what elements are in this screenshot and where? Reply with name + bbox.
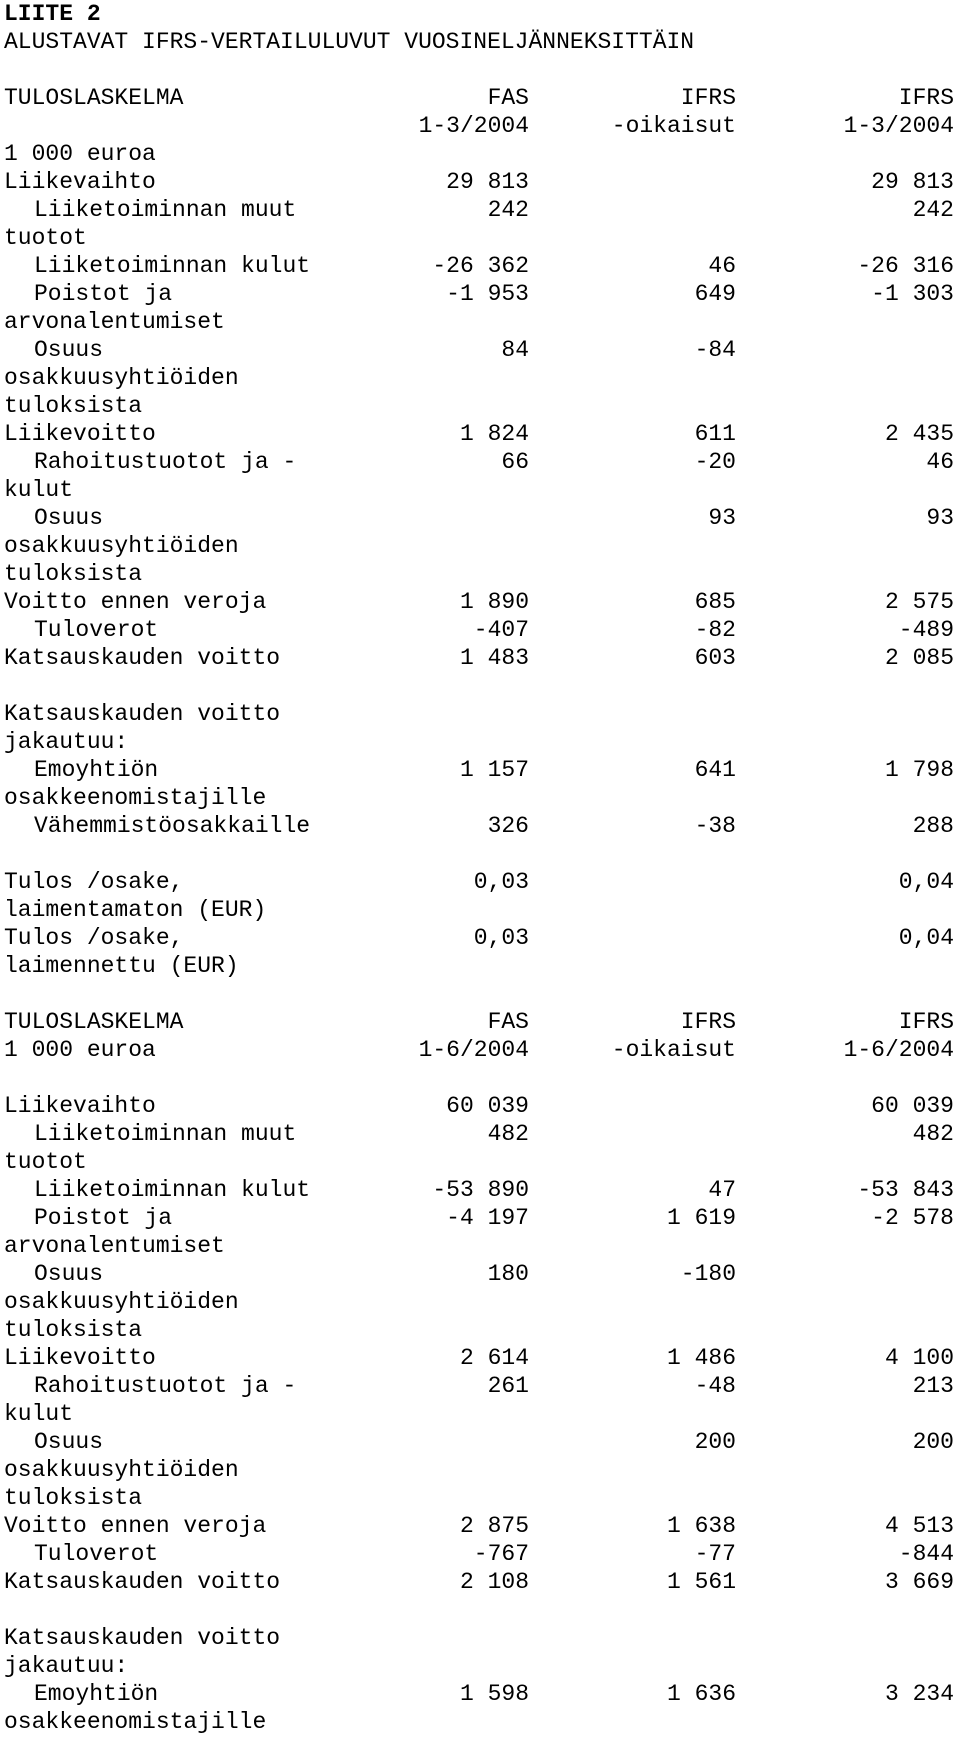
- value-ifrs-adjustment: 47: [708, 1177, 736, 1203]
- value-ifrs: -2 578: [871, 1205, 954, 1231]
- value-fas: 1 890: [459, 589, 529, 615]
- row-label: Katsauskauden voitto: [4, 701, 281, 727]
- row-label: Osuus: [34, 1429, 104, 1455]
- row-line: [4, 1204, 954, 1232]
- value-fas: -767: [473, 1541, 529, 1567]
- row-line: [4, 812, 954, 840]
- row-continuation-line: [4, 476, 954, 504]
- row-continuation-line: [4, 1316, 954, 1344]
- table-row: [4, 1204, 954, 1260]
- row-continuation-line: [4, 1708, 954, 1736]
- value-ifrs-adjustment: 46: [708, 253, 736, 279]
- row-label: Rahoitustuotot ja -: [34, 1373, 297, 1399]
- row-label: Liikevaihto: [4, 169, 156, 195]
- value-ifrs: -489: [898, 617, 954, 643]
- blank-line: [4, 56, 954, 84]
- period-fas: 1-3/2004: [418, 113, 529, 139]
- row-label: kulut: [4, 1401, 74, 1427]
- table-row: [4, 1372, 954, 1428]
- value-ifrs: 3 234: [884, 1681, 954, 1707]
- value-fas: 2 875: [459, 1513, 529, 1539]
- value-fas: 66: [501, 449, 529, 475]
- value-ifrs: 2 575: [884, 589, 954, 615]
- value-ifrs-adjustment: 1 619: [666, 1205, 736, 1231]
- table-row: [4, 448, 954, 504]
- value-fas: 60 039: [446, 1093, 529, 1119]
- value-fas: 242: [487, 197, 529, 223]
- row-label: Voitto ennen veroja: [4, 589, 267, 615]
- value-fas: -1 953: [446, 281, 529, 307]
- row-label: tuotot: [4, 225, 87, 251]
- row-label: Liiketoiminnan muut: [34, 1121, 297, 1147]
- table-row: [4, 1512, 954, 1540]
- value-ifrs: 200: [912, 1429, 954, 1455]
- row-continuation-line: [4, 364, 954, 392]
- period-ifrs: 1-6/2004: [843, 1037, 954, 1063]
- table-row: [4, 644, 954, 672]
- row-line: [4, 1120, 954, 1148]
- row-label: laimennettu (EUR): [4, 953, 239, 979]
- period-ifrs-adjustments: -oikaisut: [611, 1037, 736, 1063]
- table-row: [4, 1176, 954, 1204]
- column-header-ifrs-adjustments: IFRS: [680, 1009, 736, 1035]
- row-line: [4, 1344, 954, 1372]
- row-line: [4, 448, 954, 476]
- row-line: [4, 1624, 954, 1652]
- value-fas: 261: [487, 1373, 529, 1399]
- value-fas: 29 813: [446, 169, 529, 195]
- row-label: jakautuu:: [4, 1653, 129, 1679]
- row-label: Poistot ja: [34, 281, 173, 307]
- value-ifrs: 93: [926, 505, 954, 531]
- value-ifrs-adjustment: 93: [708, 505, 736, 531]
- table-row: [4, 588, 954, 616]
- row-line: [4, 924, 954, 952]
- row-label: osakkeenomistajille: [4, 1709, 267, 1735]
- column-header-ifrs: IFRS: [898, 85, 954, 111]
- value-ifrs: 29 813: [871, 169, 954, 195]
- row-label: Emoyhtiön: [34, 757, 159, 783]
- row-line: [4, 1176, 954, 1204]
- period-fas: 1-6/2004: [418, 1037, 529, 1063]
- row-continuation-line: [4, 952, 954, 980]
- value-fas: 1 483: [459, 645, 529, 671]
- row-line: [4, 588, 954, 616]
- blank-line: [4, 1064, 954, 1092]
- table-body: [4, 168, 954, 980]
- value-fas: 1 157: [459, 757, 529, 783]
- row-label: Rahoitustuotot ja -: [34, 449, 297, 475]
- table-body: [4, 1064, 954, 1736]
- row-line: [4, 280, 954, 308]
- table-period-row: [4, 1036, 954, 1064]
- row-label: jakautuu:: [4, 729, 129, 755]
- table-row: [4, 1624, 954, 1680]
- row-label: arvonalentumiset: [4, 1233, 225, 1259]
- table-row: [4, 196, 954, 252]
- statement-title: TULOSLASKELMA: [4, 1009, 184, 1035]
- value-fas: 1 824: [459, 421, 529, 447]
- value-fas: -407: [473, 617, 529, 643]
- column-header-ifrs: IFRS: [898, 1009, 954, 1035]
- table-header-row: [4, 1008, 954, 1036]
- row-continuation-line: [4, 392, 954, 420]
- value-ifrs: -26 316: [857, 253, 954, 279]
- column-header-ifrs-adjustments: IFRS: [680, 85, 736, 111]
- row-line: [4, 756, 954, 784]
- row-line: [4, 1512, 954, 1540]
- value-ifrs-adjustment: -77: [694, 1541, 736, 1567]
- row-label: osakkuusyhtiöiden: [4, 533, 239, 559]
- row-continuation-line: [4, 1456, 954, 1484]
- value-ifrs-adjustment: 641: [694, 757, 736, 783]
- row-line: [4, 1260, 954, 1288]
- row-label: kulut: [4, 477, 74, 503]
- row-label: Liikevoitto: [4, 421, 156, 447]
- period-ifrs-adjustments: -oikaisut: [611, 113, 736, 139]
- table-row: [4, 336, 954, 420]
- value-fas: 2 108: [459, 1569, 529, 1595]
- unit-label: 1 000 euroa: [4, 1037, 156, 1063]
- row-label: laimentamaton (EUR): [4, 897, 267, 923]
- column-header-fas: FAS: [487, 1009, 529, 1035]
- row-label: Katsauskauden voitto: [4, 1625, 281, 1651]
- value-ifrs: 288: [912, 813, 954, 839]
- row-label: tuloksista: [4, 1317, 143, 1343]
- row-line: [4, 168, 954, 196]
- value-fas: 0,03: [473, 869, 529, 895]
- value-fas: 2 614: [459, 1345, 529, 1371]
- value-fas: 1 598: [459, 1681, 529, 1707]
- value-ifrs-adjustment: -48: [694, 1373, 736, 1399]
- income-statement-q1: [4, 84, 954, 980]
- table-row: [4, 616, 954, 644]
- period-ifrs: 1-3/2004: [843, 113, 954, 139]
- row-continuation-line: [4, 728, 954, 756]
- value-ifrs-adjustment: 200: [694, 1429, 736, 1455]
- row-label: Katsauskauden voitto: [4, 645, 281, 671]
- value-ifrs-adjustment: -82: [694, 617, 736, 643]
- row-label: Osuus: [34, 505, 104, 531]
- row-line: [4, 196, 954, 224]
- value-fas: 326: [487, 813, 529, 839]
- row-line: [4, 504, 954, 532]
- row-line: [4, 252, 954, 280]
- value-ifrs-adjustment: -180: [680, 1261, 736, 1287]
- row-line: [4, 644, 954, 672]
- value-ifrs-adjustment: 685: [694, 589, 736, 615]
- value-ifrs-adjustment: -84: [694, 337, 736, 363]
- row-label: Liiketoiminnan kulut: [34, 1177, 311, 1203]
- row-label: tuotot: [4, 1149, 87, 1175]
- value-ifrs-adjustment: 1 486: [666, 1345, 736, 1371]
- table-row: [4, 756, 954, 812]
- value-ifrs-adjustment: -20: [694, 449, 736, 475]
- row-label: osakkuusyhtiöiden: [4, 1289, 239, 1315]
- table-period-row: [4, 112, 954, 140]
- value-ifrs: 2 085: [884, 645, 954, 671]
- row-line: [4, 1680, 954, 1708]
- value-ifrs-adjustment: 1 638: [666, 1513, 736, 1539]
- row-line: [4, 616, 954, 644]
- row-label: Katsauskauden voitto: [4, 1569, 281, 1595]
- row-line: [4, 1540, 954, 1568]
- row-label: Tulos /osake,: [4, 869, 184, 895]
- table-row: [4, 700, 954, 756]
- table-row: [4, 280, 954, 336]
- value-fas: 84: [501, 337, 529, 363]
- value-ifrs: -844: [898, 1541, 954, 1567]
- row-continuation-line: [4, 308, 954, 336]
- row-label: tuloksista: [4, 561, 143, 587]
- document-subtitle: ALUSTAVAT IFRS-VERTAILULUVUT VUOSINELJÄNNEKSITTÄIN: [4, 29, 695, 55]
- value-fas: -4 197: [446, 1205, 529, 1231]
- value-ifrs: 2 435: [884, 421, 954, 447]
- value-ifrs: 4 100: [884, 1345, 954, 1371]
- row-label: osakkeenomistajille: [4, 785, 267, 811]
- row-label: Liiketoiminnan muut: [34, 197, 297, 223]
- table-row: [4, 812, 954, 840]
- row-label: Tulos /osake,: [4, 925, 184, 951]
- blank-line: [4, 980, 954, 1008]
- value-fas: 0,03: [473, 925, 529, 951]
- table-row: [4, 252, 954, 280]
- row-continuation-line: [4, 1148, 954, 1176]
- row-line: [4, 1372, 954, 1400]
- value-ifrs: 482: [912, 1121, 954, 1147]
- row-label: Osuus: [34, 1261, 104, 1287]
- value-ifrs: 0,04: [898, 869, 954, 895]
- table-row: [4, 1568, 954, 1596]
- column-header-fas: FAS: [487, 85, 529, 111]
- row-continuation-line: [4, 1400, 954, 1428]
- table-row: [4, 504, 954, 588]
- row-line: [4, 420, 954, 448]
- row-continuation-line: [4, 532, 954, 560]
- table-row: [4, 1120, 954, 1176]
- document-page: [4, 0, 954, 1736]
- table-row: [4, 1260, 954, 1344]
- row-label: Liikevaihto: [4, 1093, 156, 1119]
- table-row: [4, 1428, 954, 1512]
- row-line: [4, 700, 954, 728]
- row-line: [4, 336, 954, 364]
- value-ifrs-adjustment: 1 636: [666, 1681, 736, 1707]
- statement-title: TULOSLASKELMA: [4, 85, 184, 111]
- value-ifrs: 60 039: [871, 1093, 954, 1119]
- blank-line: [4, 840, 954, 868]
- row-continuation-line: [4, 1232, 954, 1260]
- row-label: arvonalentumiset: [4, 309, 225, 335]
- table-header-row: [4, 84, 954, 112]
- appendix-title: LIITE 2: [4, 1, 101, 27]
- row-label: Vähemmistöosakkaille: [34, 813, 311, 839]
- row-line: [4, 1428, 954, 1456]
- value-fas: -26 362: [432, 253, 529, 279]
- table-row: [4, 1680, 954, 1736]
- row-label: Osuus: [34, 337, 104, 363]
- value-fas: 180: [487, 1261, 529, 1287]
- table-row: [4, 168, 954, 196]
- row-continuation-line: [4, 784, 954, 812]
- value-ifrs: 46: [926, 449, 954, 475]
- value-ifrs: 3 669: [884, 1569, 954, 1595]
- row-label: tuloksista: [4, 393, 143, 419]
- value-fas: 482: [487, 1121, 529, 1147]
- income-statement-h1: [4, 1008, 954, 1736]
- value-ifrs-adjustment: 603: [694, 645, 736, 671]
- table-row: [4, 420, 954, 448]
- row-label: osakkuusyhtiöiden: [4, 1457, 239, 1483]
- unit-label: 1 000 euroa: [4, 141, 156, 167]
- row-line: [4, 1568, 954, 1596]
- blank-line: [4, 1596, 954, 1624]
- row-continuation-line: [4, 224, 954, 252]
- value-ifrs: -53 843: [857, 1177, 954, 1203]
- value-ifrs: -1 303: [871, 281, 954, 307]
- table-row: [4, 1540, 954, 1568]
- value-ifrs-adjustment: 1 561: [666, 1569, 736, 1595]
- row-label: tuloksista: [4, 1485, 143, 1511]
- value-ifrs-adjustment: -38: [694, 813, 736, 839]
- row-continuation-line: [4, 1652, 954, 1680]
- row-label: Tuloverot: [34, 617, 159, 643]
- value-ifrs: 242: [912, 197, 954, 223]
- row-label: osakkuusyhtiöiden: [4, 365, 239, 391]
- table-row: [4, 868, 954, 924]
- value-ifrs: 213: [912, 1373, 954, 1399]
- unit-row: [4, 140, 954, 168]
- row-continuation-line: [4, 896, 954, 924]
- row-label: Liikevoitto: [4, 1345, 156, 1371]
- blank-line: [4, 672, 954, 700]
- value-fas: -53 890: [432, 1177, 529, 1203]
- row-line: [4, 1092, 954, 1120]
- value-ifrs: 1 798: [884, 757, 954, 783]
- row-label: Poistot ja: [34, 1205, 173, 1231]
- row-label: Liiketoiminnan kulut: [34, 253, 311, 279]
- row-line: [4, 868, 954, 896]
- value-ifrs-adjustment: 649: [694, 281, 736, 307]
- row-continuation-line: [4, 560, 954, 588]
- value-ifrs: 0,04: [898, 925, 954, 951]
- table-row: [4, 924, 954, 980]
- table-row: [4, 1092, 954, 1120]
- value-ifrs-adjustment: 611: [694, 421, 736, 447]
- row-label: Emoyhtiön: [34, 1681, 159, 1707]
- row-continuation-line: [4, 1288, 954, 1316]
- row-label: Tuloverot: [34, 1541, 159, 1567]
- row-label: Voitto ennen veroja: [4, 1513, 267, 1539]
- value-ifrs: 4 513: [884, 1513, 954, 1539]
- row-continuation-line: [4, 1484, 954, 1512]
- table-row: [4, 1344, 954, 1372]
